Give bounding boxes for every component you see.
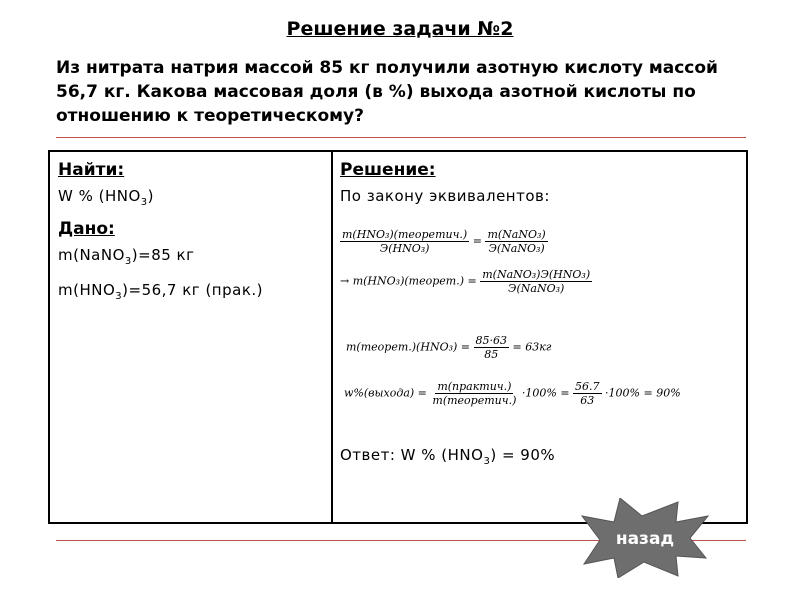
given-nano3: m(NaNO$_3$)=85 кг [58,246,195,267]
page-title: Решение задачи №2 [286,18,514,40]
solution-table [48,150,748,524]
given-column [58,158,326,311]
law-text: По закону эквивалентов: [340,187,550,205]
column-divider [331,152,333,522]
solution-column [340,158,740,467]
given-header: Дано: [58,219,115,239]
find-value: W % $(HNO_3)$ [58,187,155,208]
equation-2: → m(HNO₃)(теорет.) = $\frac{\text{m(NaNO₃)Э(HNO₃)}}{\text{Э(NaNO₃)}}$ [340,268,591,295]
answer-text: Ответ: W % $(HNO_3) = 90\%$ [340,446,556,467]
find-header: Найти: [58,160,125,180]
equation-3: m(теорет.)(HNO₃) = $\frac{85\cdot 63}{85}$ = 63кг [346,334,552,361]
problem-statement: Из нитрата натрия массой 85 кг получили азотную кислоту массой 56,7 кг. Какова массовая доля (в %) выхода азотной кислоты по отношению к теоретическому? [56,58,718,126]
given-hno3: $m(HNO_3)=56,7$ кг (прак.) [58,281,264,302]
equation-4: w%(выхода) = $\frac{\text{m(практич.)}}{\text{m(теоретич.)}}$ ·100% = $\frac{56.7}{63}$ ·100% = 90% [344,380,681,407]
back-button[interactable] [580,498,710,578]
top-divider-line [56,137,746,138]
back-button-label[interactable]: назад [615,529,675,549]
equation-1: $\frac{\text{m(HNO₃)(теоретич.)}}{\text{Э(HNO₃)}}$ = $\frac{\text{m(NaNO₃)}}{\text{Э(NaNO₃)}}$ [342,228,546,255]
solution-header: Решение: [340,160,436,180]
